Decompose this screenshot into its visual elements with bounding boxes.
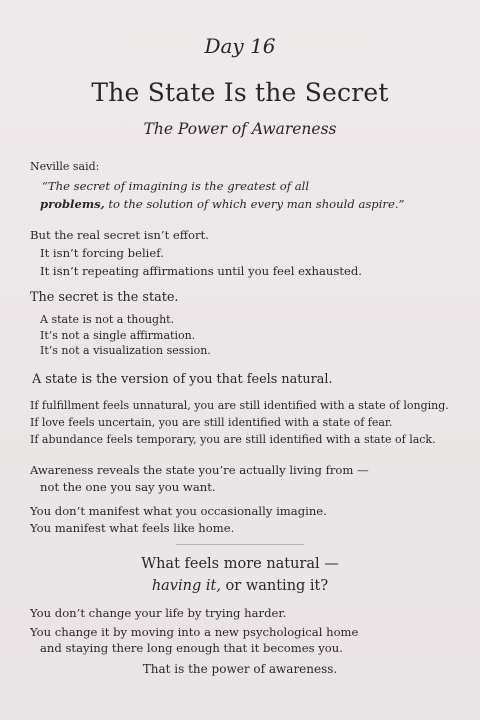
- identified-line-3: If abundance feels temporary, you are still identified with a state of lack.: [30, 433, 436, 446]
- quote-line-1: “The secret of imagining is the greatest of all: [42, 179, 310, 193]
- identified-line-2: If love feels uncertain, you are still identified with a state of fear.: [30, 416, 393, 429]
- page-subtitle: The Power of Awareness: [143, 120, 337, 138]
- change-line-3: and staying there long enough that it becomes you.: [40, 641, 343, 655]
- state-item-2: It’s not a single affirmation.: [40, 329, 196, 342]
- question-line-1: What feels more natural —: [141, 556, 339, 572]
- identified-line-1: If fulfillment feels unnatural, you are still identified with a state of longing.: [30, 399, 449, 412]
- effort-line-2: It isn’t forcing belief.: [40, 246, 164, 260]
- quote-line-2-rest: to the solution of which every man should aspire.”: [104, 197, 405, 211]
- awareness-line-2: not the one you say you want.: [40, 480, 216, 494]
- quote-line-2: [40, 197, 404, 211]
- state-item-3: It’s not a visualization session.: [40, 344, 211, 357]
- awareness-line-1: Awareness reveals the state you’re actually living from —: [30, 463, 369, 477]
- state-item-1: A state is not a thought.: [40, 313, 175, 326]
- page-title: The State Is the Secret: [91, 78, 389, 107]
- attribution: Neville said:: [30, 160, 100, 173]
- manifest-line-2: You manifest what feels like home.: [30, 521, 235, 535]
- effort-line-1: But the real secret isn’t effort.: [30, 228, 209, 242]
- question-rest: or wanting it?: [220, 578, 329, 594]
- state-definition: A state is the version of you that feels natural.: [32, 372, 333, 387]
- state-heading: The secret is the state.: [30, 290, 179, 305]
- question-italic: having it,: [151, 578, 221, 594]
- change-line-2: You change it by moving into a new psychological home: [30, 625, 359, 639]
- manifest-line-1: You don’t manifest what you occasionally imagine.: [30, 504, 327, 518]
- quote-bold-word: problems,: [40, 197, 105, 211]
- section-divider: [176, 544, 304, 545]
- question-line-2: [0, 578, 480, 594]
- day-label: Day 16: [204, 34, 276, 58]
- closing-line: That is the power of awareness.: [142, 662, 338, 676]
- effort-line-3: It isn’t repeating affirmations until you feel exhausted.: [40, 264, 362, 278]
- change-line-1: You don’t change your life by trying harder.: [30, 606, 287, 620]
